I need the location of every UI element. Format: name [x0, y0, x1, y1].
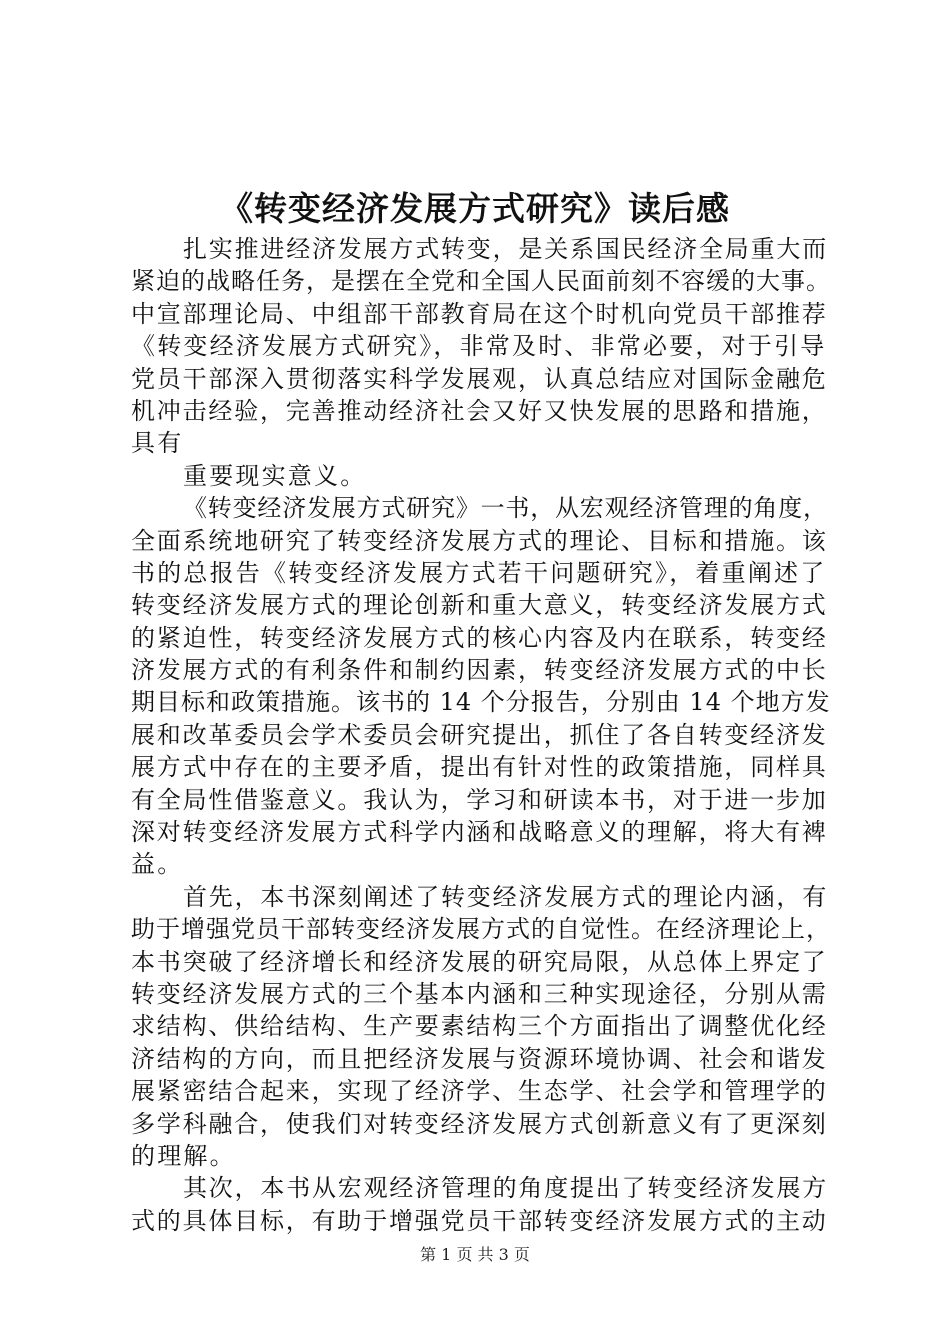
text-line: 展和改革委员会学术委员会研究提出，抓住了各自转变经济发 [131, 720, 828, 749]
text-line: 全面系统地研究了转变经济发展方式的理论、目标和措施。该 [131, 526, 828, 555]
text-line: 济发展方式的有利条件和制约因素，转变经济发展方式的中长 [131, 656, 828, 685]
text-line: 益。 [131, 850, 184, 879]
text-line: 扎实推进经济发展方式转变，是关系国民经济全局重大而 [183, 235, 828, 263]
text-line: 中宣部理论局、中组部干部教育局在这个时机向党员干部推荐 [131, 299, 828, 328]
text-line: 转变经济发展方式的理论创新和重大意义，转变经济发展方式 [131, 591, 828, 620]
text-line: 《转变经济发展方式研究》一书，从宏观经济管理的角度， [183, 494, 828, 523]
text-line: 《转变经济发展方式研究》，非常及时、非常必要，对于引导 [131, 332, 827, 361]
text-line: 重要现实意义。 [183, 461, 367, 490]
text-line: 其次，本书从宏观经济管理的角度提出了转变经济发展方 [183, 1174, 828, 1203]
text-line: 期目标和政策措施。该书的 14 个分报告，分别由 14 个地方发 [131, 688, 831, 717]
text-line: 有全局性借鉴意义。我认为，学习和研读本书，对于进一步加 [131, 785, 828, 814]
text-line: 济结构的方向，而且把经济发展与资源环境协调、社会和谐发 [131, 1044, 828, 1073]
text-line: 式的具体目标，有助于增强党员干部转变经济发展方式的主动 [131, 1206, 828, 1235]
text-line: 紧迫的战略任务，是摆在全党和全国人民面前刻不容缓的大事。 [131, 267, 831, 296]
document-title: 《转变经济发展方式研究》读后感 [220, 189, 730, 228]
text-line: 深对转变经济发展方式科学内涵和战略意义的理解，将大有裨 [131, 818, 828, 847]
text-line: 助于增强党员干部转变经济发展方式的自觉性。在经济理论上， [131, 915, 831, 944]
text-line: 书的总报告《转变经济发展方式若干问题研究》，着重阐述了 [131, 558, 827, 587]
text-line: 展紧密结合起来，实现了经济学、生态学、社会学和管理学的 [131, 1077, 828, 1106]
text-line: 转变经济发展方式的三个基本内涵和三种实现途径，分别从需 [131, 979, 828, 1008]
text-line: 机冲击经验，完善推动经济社会又好又快发展的思路和措施， [131, 396, 828, 425]
text-line: 首先，本书深刻阐述了转变经济发展方式的理论内涵，有 [183, 882, 828, 911]
text-line: 求结构、供给结构、生产要素结构三个方面指出了调整优化经 [131, 1012, 828, 1041]
text-line: 的理解。 [131, 1141, 236, 1170]
text-line: 展方式中存在的主要矛盾，提出有针对性的政策措施，同样具 [131, 753, 828, 782]
document-body [131, 233, 831, 1237]
text-line: 本书突破了经济增长和经济发展的研究局限，从总体上界定了 [131, 947, 828, 976]
text-line: 具有 [131, 429, 184, 458]
text-line: 的紧迫性，转变经济发展方式的核心内容及内在联系，转变经 [131, 623, 828, 652]
text-line: 多学科融合，使我们对转变经济发展方式创新意义有了更深刻 [131, 1109, 828, 1138]
page-footer: 第 1 页 共 3 页 [420, 1245, 530, 1264]
text-line: 党员干部深入贯彻落实科学发展观，认真总结应对国际金融危 [131, 364, 828, 393]
